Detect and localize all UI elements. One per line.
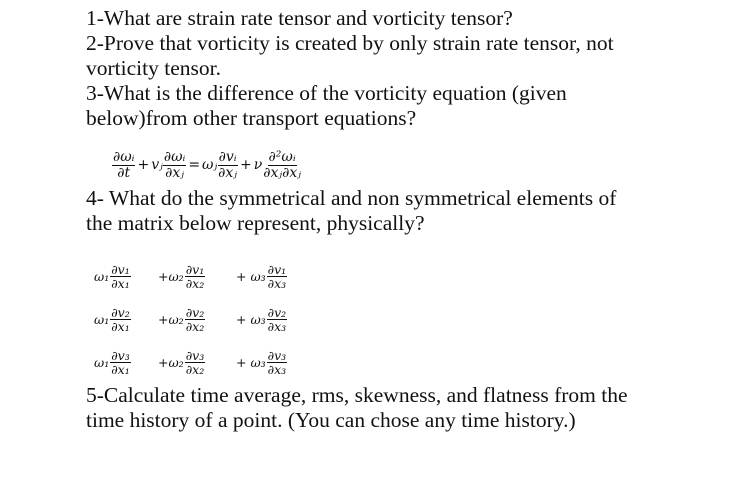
eq-term-convection [163, 150, 186, 180]
matrix-cell [158, 349, 236, 376]
matrix-cell [94, 306, 158, 333]
matrix-cell [158, 306, 236, 333]
eq-term2-numerator: ∂ωᵢ [163, 148, 186, 165]
question-3-line-2: below)from other transport equations? [86, 106, 417, 130]
matrix-fraction [185, 306, 206, 333]
matrix-cell [94, 263, 158, 290]
matrix-numerator: ∂v₃ [111, 347, 130, 363]
matrix-coef: +ω₂ [158, 269, 184, 284]
matrix-coef: + ω₃ [236, 312, 266, 327]
matrix-denominator: ∂x₁ [111, 362, 130, 377]
matrix-fraction [267, 306, 288, 333]
matrix-denominator: ∂x₃ [267, 362, 287, 377]
question-2-line-2: vorticity tensor. [86, 56, 221, 80]
eq-term-stretching [217, 150, 238, 180]
question-4-line-2: the matrix below represent, physically? [86, 211, 425, 235]
matrix-denominator: ∂x₃ [267, 276, 287, 291]
matrix-row-3 [94, 341, 334, 384]
matrix-fraction [110, 349, 131, 376]
matrix-coef: +ω₂ [158, 355, 184, 370]
matrix-fraction [110, 306, 131, 333]
matrix-cell [236, 306, 316, 333]
matrix-row-2 [94, 298, 334, 341]
question-3-line-1: 3-What is the difference of the vorticity equation (given [86, 81, 567, 105]
matrix-numerator: ∂v₁ [185, 261, 205, 277]
eq-term1-denominator: ∂t [117, 164, 131, 181]
matrix-numerator: ∂v₃ [267, 347, 287, 363]
vorticity-equation [112, 145, 302, 185]
matrix-fraction [267, 349, 288, 376]
matrix-numerator: ∂v₂ [111, 304, 130, 320]
matrix-numerator: ∂v₃ [185, 347, 205, 363]
matrix-cell [94, 349, 158, 376]
matrix-numerator: ∂v₁ [111, 261, 130, 277]
matrix-coef: ω₁ [94, 269, 110, 284]
matrix-denominator: ∂x₁ [111, 276, 130, 291]
question-5-line-2: time history of a point. (You can chose any time history.) [86, 408, 576, 432]
matrix-cell [158, 263, 236, 290]
matrix-coef: +ω₂ [158, 312, 184, 327]
eq-term3-denominator: ∂xⱼ [218, 164, 238, 181]
eq-term2-denominator: ∂xⱼ [165, 164, 184, 181]
matrix-numerator: ∂v₂ [185, 304, 205, 320]
eq-term4-denominator: ∂xⱼ∂xⱼ [263, 164, 301, 181]
eq-term-diffusion [262, 150, 302, 180]
matrix-coef: + ω₃ [236, 269, 266, 284]
eq-plus-1: + [137, 157, 150, 173]
question-2-line-1: 2-Prove that vorticity is created by only strain rate tensor, not [86, 31, 614, 55]
eq-term4-numerator: ∂²ωᵢ [268, 148, 296, 165]
question-4-line-1: 4- What do the symmetrical and non symmetrical elements of [86, 186, 617, 210]
matrix-denominator: ∂x₁ [111, 319, 130, 334]
eq-plus-2: + [240, 157, 252, 173]
matrix-fraction [185, 263, 206, 290]
matrix-cell [236, 263, 316, 290]
question-5-line-1: 5-Calculate time average, rms, skewness, and flatness from the [86, 383, 628, 407]
matrix-row-1 [94, 255, 334, 298]
matrix-denominator: ∂x₃ [267, 319, 287, 334]
eq-coef-v: vⱼ [151, 157, 163, 173]
eq-term1-numerator: ∂ωᵢ [113, 148, 135, 165]
question-1: 1-What are strain rate tensor and vorticity tensor? [86, 6, 513, 30]
eq-term3-numerator: ∂vᵢ [218, 148, 237, 165]
matrix-coef: ω₁ [94, 355, 110, 370]
matrix-fraction [185, 349, 206, 376]
eq-equals: = [188, 157, 201, 173]
matrix-coef: ω₁ [94, 312, 110, 327]
velocity-gradient-matrix [94, 255, 334, 384]
eq-coef-nu: ν [253, 157, 263, 173]
matrix-cell [236, 349, 316, 376]
eq-coef-omega: ωⱼ [202, 157, 218, 173]
matrix-denominator: ∂x₂ [185, 319, 205, 334]
matrix-fraction [110, 263, 131, 290]
matrix-numerator: ∂v₂ [267, 304, 287, 320]
matrix-numerator: ∂v₁ [267, 261, 287, 277]
matrix-denominator: ∂x₂ [185, 362, 205, 377]
eq-term-time-derivative [112, 150, 135, 180]
matrix-denominator: ∂x₂ [185, 276, 205, 291]
matrix-coef: + ω₃ [236, 355, 266, 370]
matrix-fraction [267, 263, 288, 290]
